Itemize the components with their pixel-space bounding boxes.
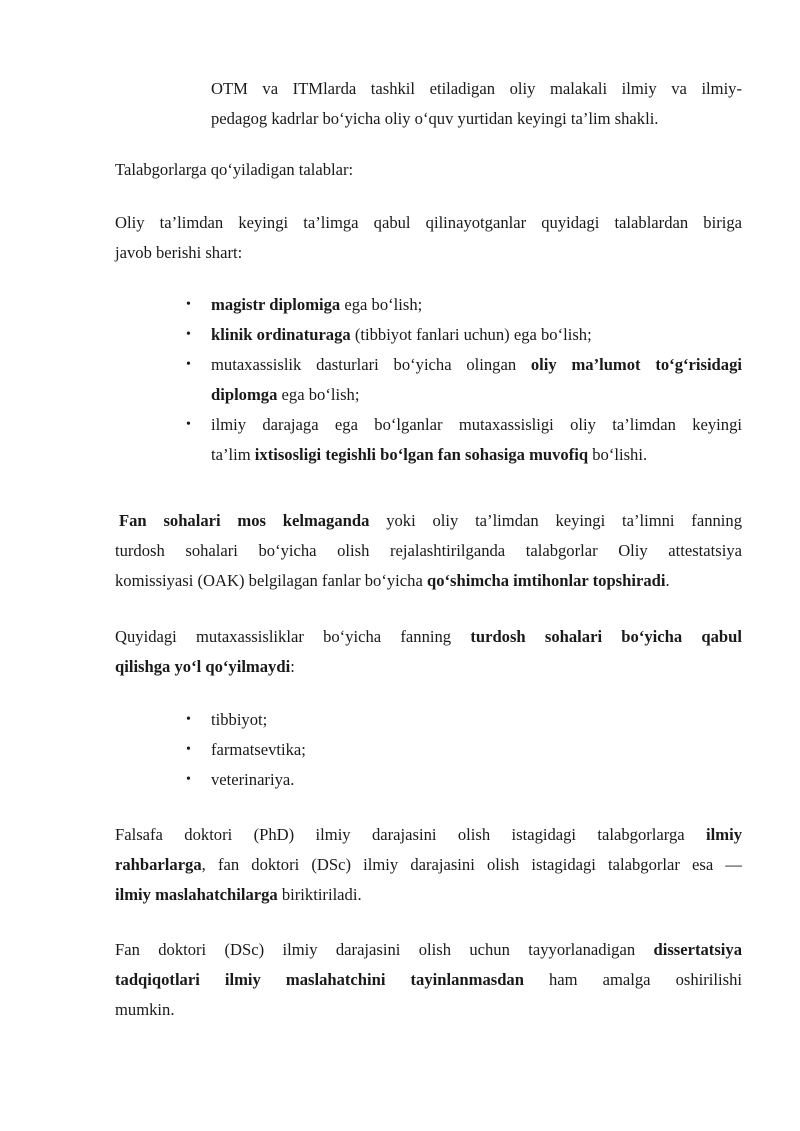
restricted-paragraph: Quyidagi mutaxassisliklar bo‘yicha fanning turdosh sohalari bo‘yicha qabul qilishga yo‘l qo‘yilmaydi: [115, 627, 742, 676]
list-item: • mutaxassislik dasturlari bo‘yicha olingan oliy ma’lumot to‘g‘risidagi diplomga ega bo‘lish; [0, 350, 742, 410]
requirements-intro [115, 208, 742, 268]
definition-line-1: OTM va ITMlarda tashkil etiladigan oliy malakali ilmiy va ilmiy- [211, 79, 742, 98]
requirements-heading: Talabgorlarga qo‘yiladigan talablar: [115, 160, 354, 179]
list-item: • ilmiy darajaga ega bo‘lganlar mutaxassisligi oliy ta’limdan keyingi ta’lim ixtisosligi tegishli bo‘lgan fan sohasiga muvofiq bo‘lishi. [0, 410, 742, 470]
requirements-intro-line-2: javob berishi shart: [115, 243, 243, 262]
list-item: • magistr diplomiga ega bo‘lish; [0, 290, 742, 320]
list-item: • klinik ordinaturaga (tibbiyot fanlari uchun) ega bo‘lish; [0, 320, 742, 350]
dsc-paragraph: Fan doktori (DSc) ilmiy darajasini olish uchun tayyorlanadigan dissertatsiya tadqiqotlari ilmiy maslahatchini tayinlanmasdan ham amalga oshirilishi mumkin. [115, 940, 742, 1019]
list-item: • veterinariya. [0, 765, 742, 795]
definition-paragraph [211, 74, 742, 134]
bullet-icon: • [186, 417, 191, 432]
list-item: • farmatsevtika; [0, 735, 742, 765]
definition-line-2: pedagog kadrlar bo‘yicha oliy o‘quv yurtidan keyingi ta’lim shakli. [211, 109, 659, 128]
restricted-list [0, 705, 800, 795]
bullet-icon: • [186, 297, 191, 312]
requirements-intro-line-1: Oliy ta’limdan keyingi ta’limga qabul qilinayotganlar quyidagi talablardan biriga [115, 213, 742, 232]
bullet-icon: • [186, 742, 191, 757]
bullet-icon: • [186, 327, 191, 342]
supervisor-paragraph: Falsafa doktori (PhD) ilmiy darajasini olish istagidagi talabgorlarga ilmiy rahbarlarga, fan doktori (DSc) ilmiy darajasini olish istagidagi talabgorlar esa — ilmiy maslahatchilarga biriktiriladi. [115, 825, 742, 904]
requirements-list [0, 290, 800, 470]
mismatch-paragraph: Fan sohalari mos kelmaganda yoki oliy ta’limdan keyingi ta’limni fanning turdosh sohalari bo‘yicha olish rejalashtirilganda talabgorlar Oliy attestatsiya komissiyasi (OAK) belgilagan fanlar bo‘yicha qo‘shimcha imtihonlar topshiradi. [115, 511, 742, 590]
bullet-icon: • [186, 357, 191, 372]
bullet-icon: • [186, 772, 191, 787]
list-item: • tibbiyot; [0, 705, 742, 735]
bullet-icon: • [186, 712, 191, 727]
